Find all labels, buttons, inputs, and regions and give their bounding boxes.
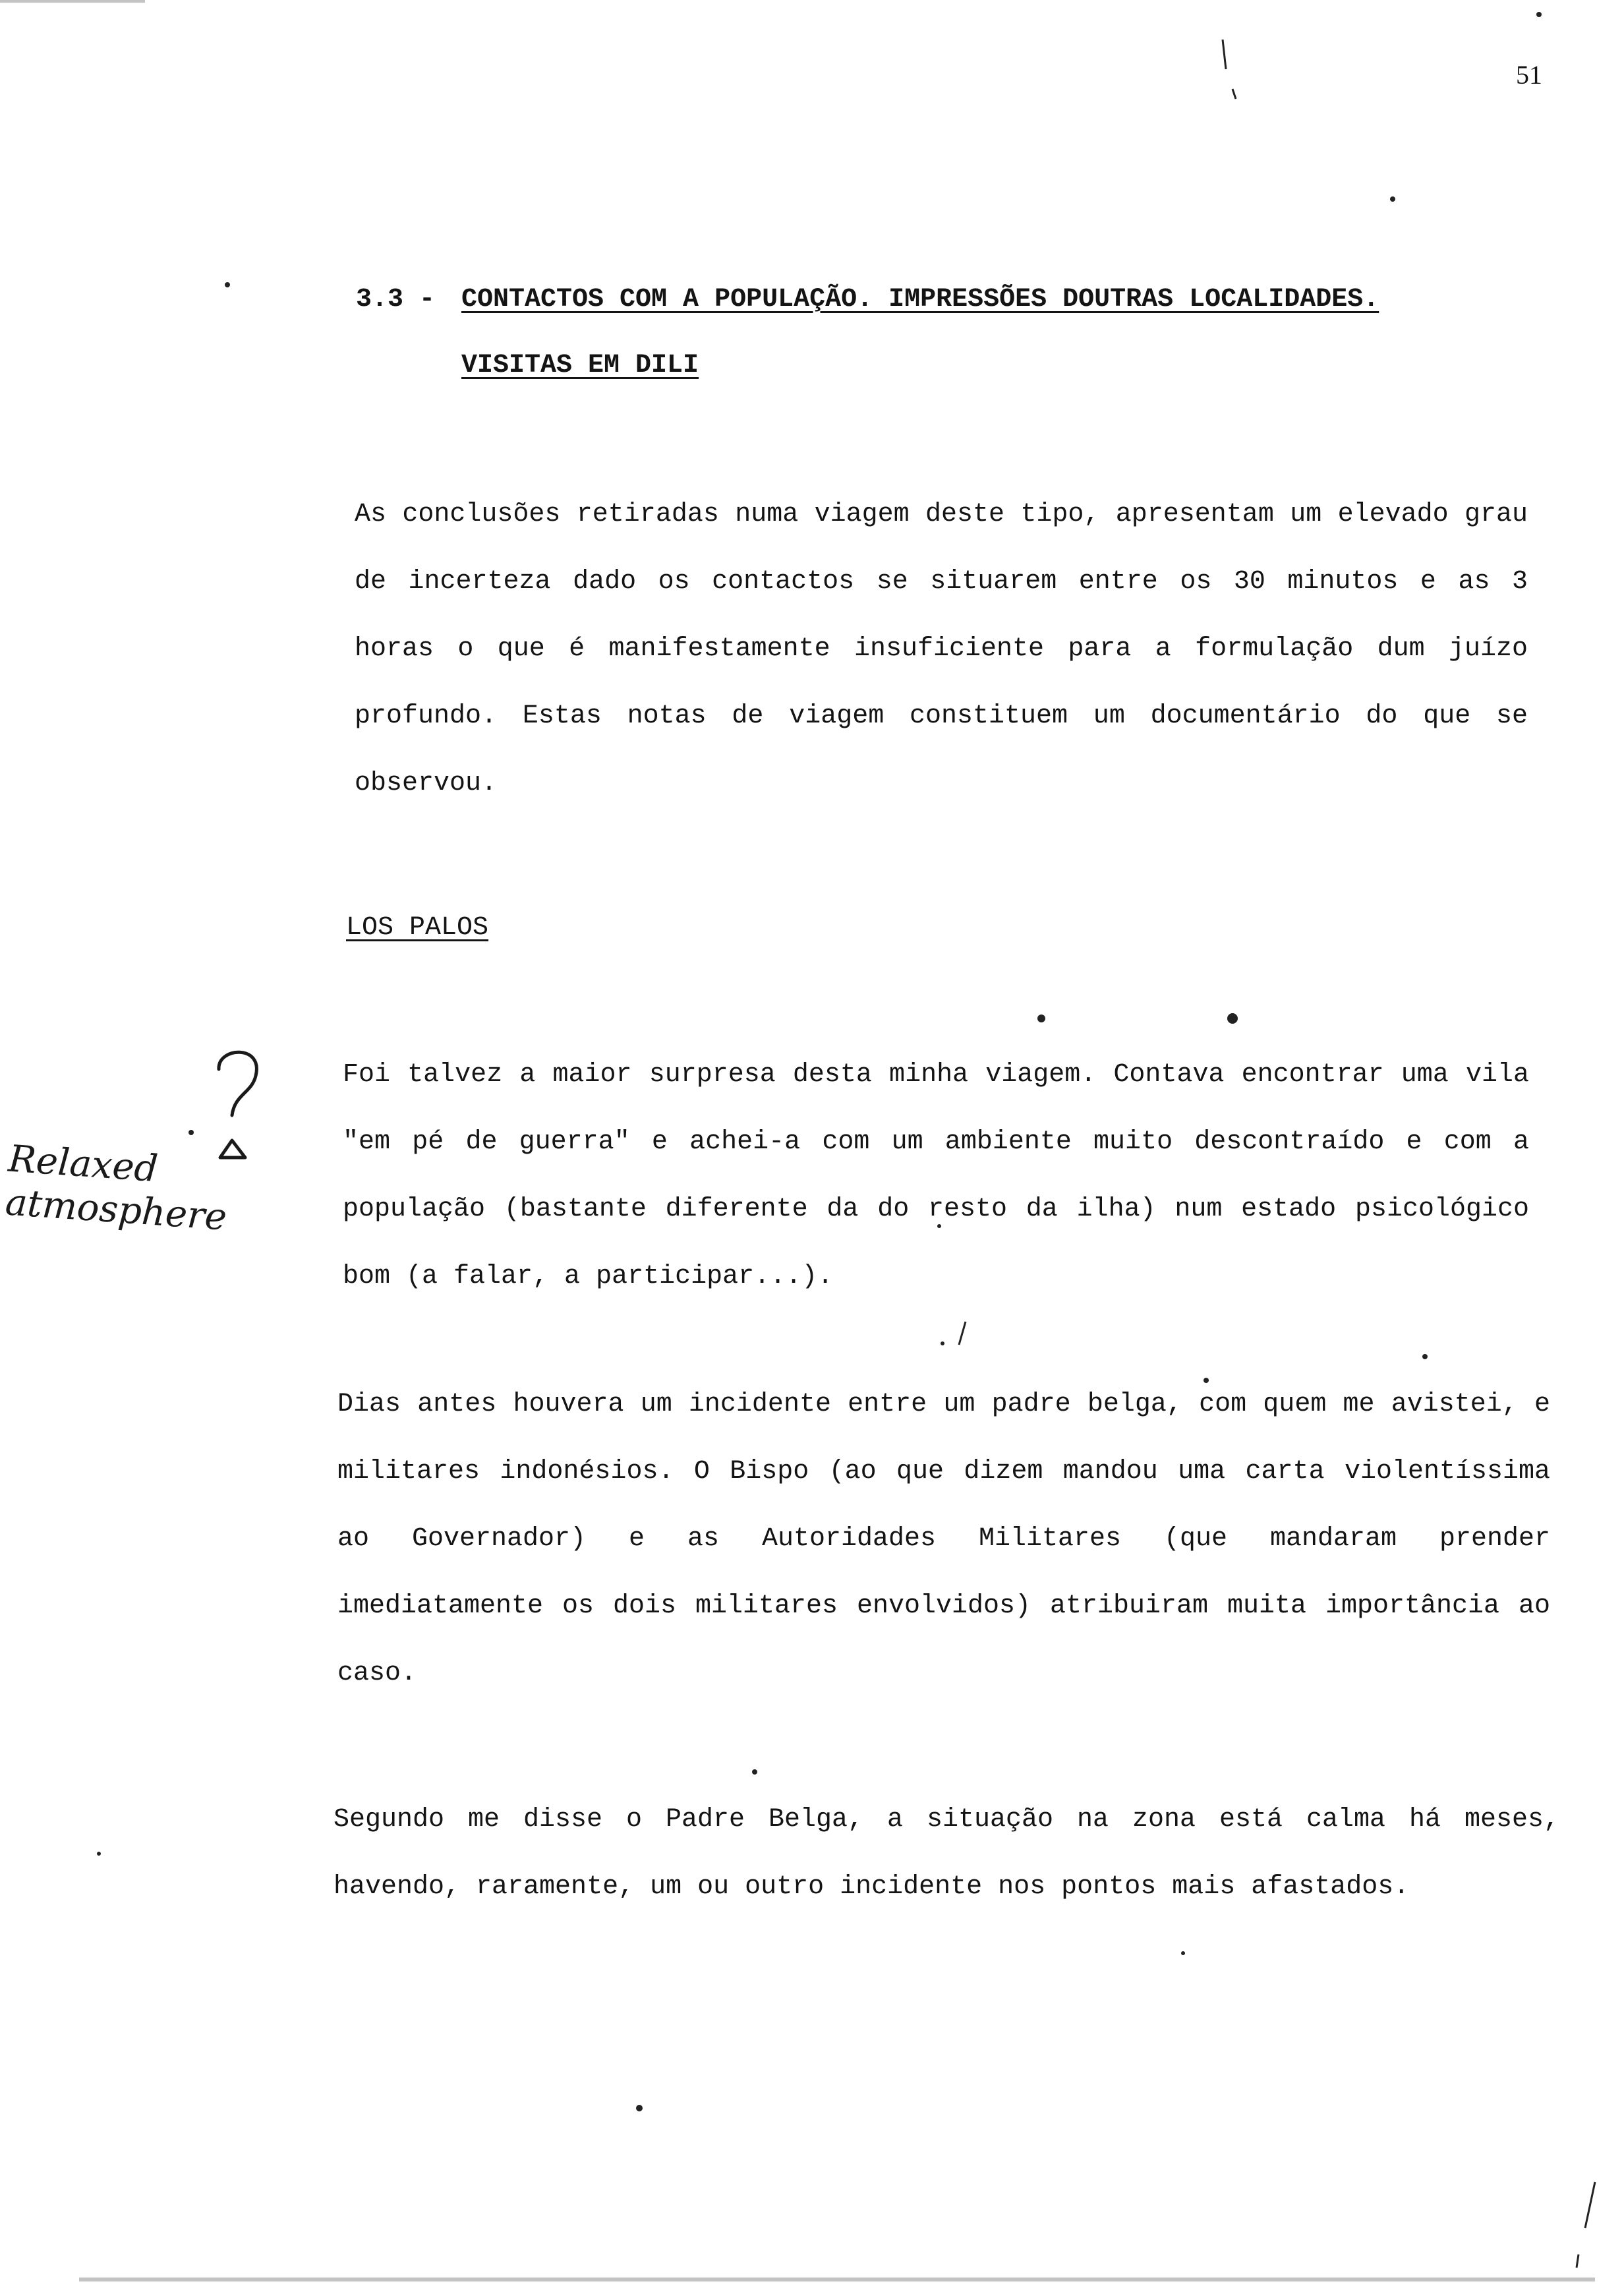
- subheading-los-palos: LOS PALOS: [346, 913, 489, 943]
- page-number: 51: [1516, 60, 1542, 90]
- section-title-text-2: VISITAS EM DILI: [461, 351, 699, 380]
- section-title-text-1: CONTACTOS COM A POPULAÇÃO. IMPRESSÕES DOUTRAS LOCALIDADES.: [461, 285, 1379, 314]
- los-palos-paragraph-2: Dias antes houvera um incidente entre um padre belga, com quem me avistei, e militares indonésios. O Bispo (ao que dizem mandou uma carta violentíssima ao Governador) e as Autoridades Militares (que mandaram prender imediatamente os dois militares envolvidos) atribuiram muita importância ao caso.: [337, 1390, 1550, 1688]
- los-palos-paragraph-3: Segundo me disse o Padre Belga, a situação na zona está calma há meses, havendo, raramente, um ou outro incidente nos pontos mais afastados.: [334, 1805, 1559, 1902]
- intro-paragraph: As conclusões retiradas numa viagem deste tipo, apresentam um elevado grau de incerteza dado os contactos se situarem entre os 30 minutos e as 3 horas o que é manifestamente insuficiente para a formulação dum juízo profundo. Estas notas de viagem constituem um documentário do que se observou.: [355, 500, 1528, 798]
- handwritten-margin-note: Relaxed atmosphere: [3, 1137, 229, 1239]
- section-number: 3.3 -: [356, 285, 436, 314]
- los-palos-paragraph-1: Foi talvez a maior surpresa desta minha viagem. Contava encontrar uma vila "em pé de guerra" e achei-a com um ambiente muito descontraído e com a população (bastante diferente da do resto da ilha) num estado psicológico bom (a falar, a participar...).: [343, 1060, 1529, 1291]
